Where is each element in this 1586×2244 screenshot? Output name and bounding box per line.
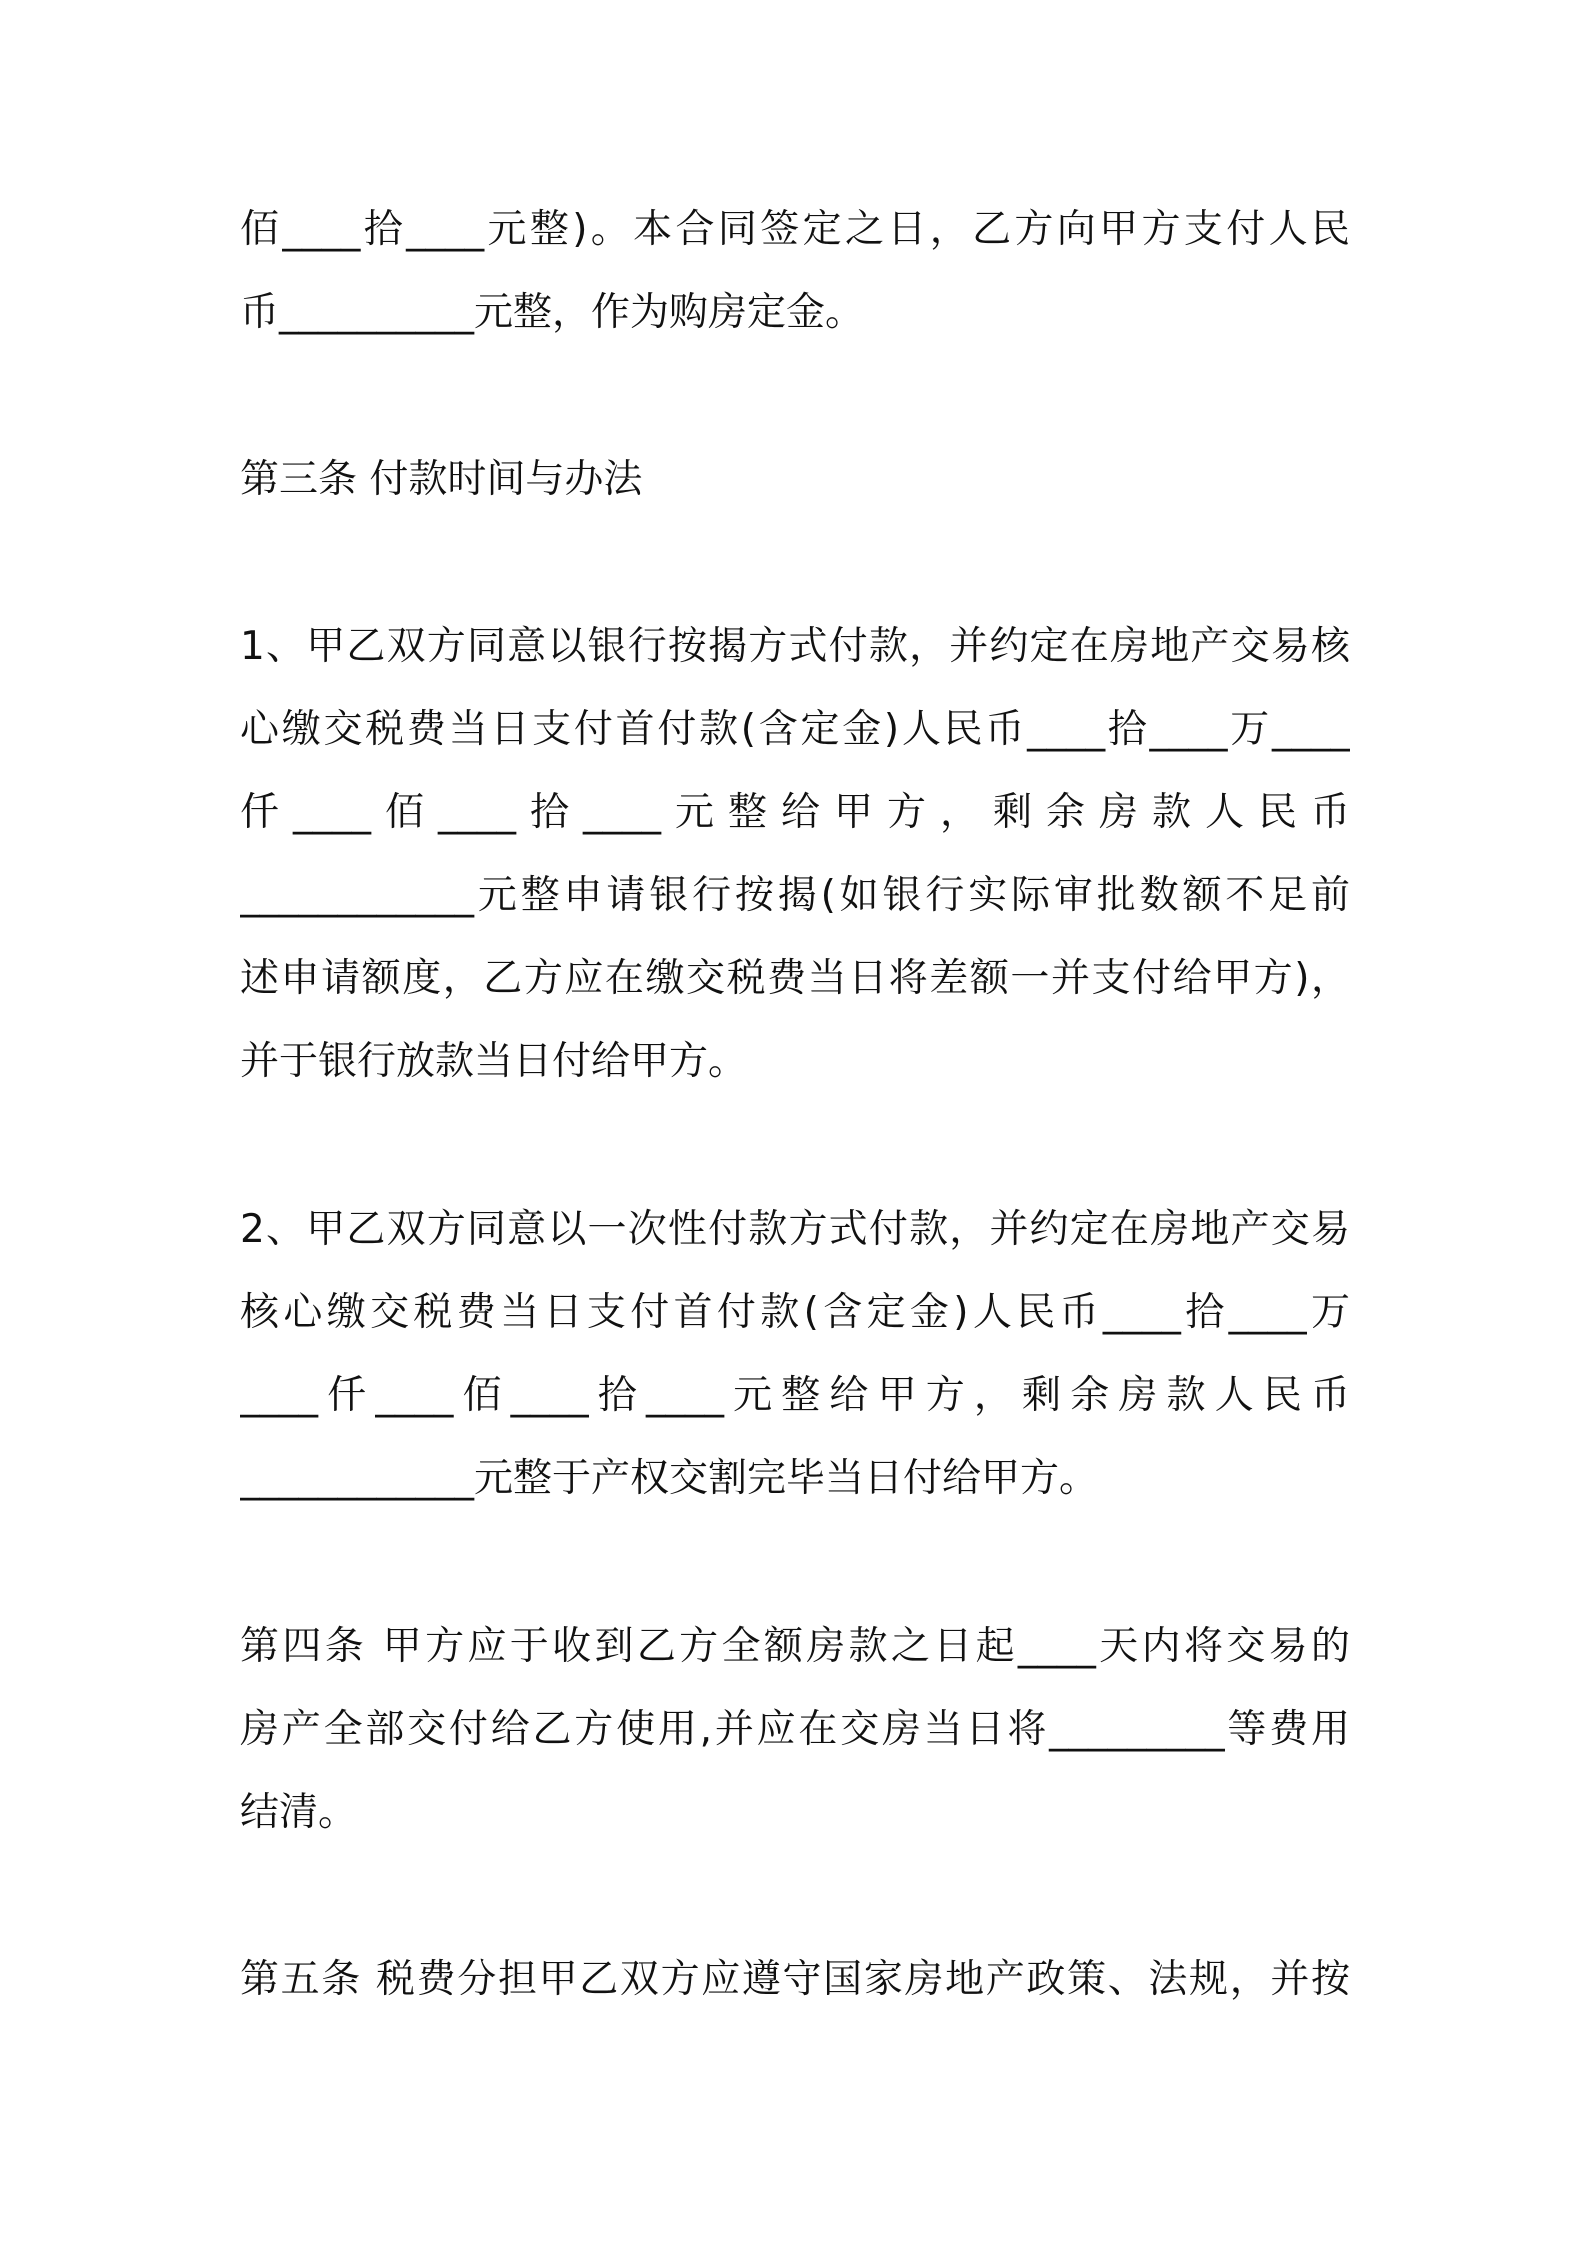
para-article-3-item-1-line-1: 1、甲乙双方同意以银行按揭方式付款，并约定在房地产交易核	[240, 624, 1350, 669]
para-article-3-item-2-line-3: ____仟____佰____拾____元整给甲方，剩余房款人民币	[240, 1373, 1350, 1418]
para-article-4-line-3: 结清。	[240, 1790, 358, 1835]
para-article-3-item-1-line-2: 心缴交税费当日支付首付款(含定金)人民币____拾____万____	[240, 707, 1350, 752]
para-deposit-line-1: 佰____拾____元整)。本合同签定之日，乙方向甲方支付人民	[240, 207, 1350, 252]
para-article-5-line-1: 第五条 税费分担甲乙双方应遵守国家房地产政策、法规，并按	[240, 1957, 1350, 2002]
para-article-4-line-2: 房产全部交付给乙方使用,并应在交房当日将_________等费用	[240, 1707, 1350, 1752]
para-article-3-item-1-line-4: ____________元整申请银行按揭(如银行实际审批数额不足前	[240, 873, 1350, 918]
para-article-3-item-1-line-5: 述申请额度，乙方应在缴交税费当日将差额一并支付给甲方)，	[240, 956, 1350, 1001]
para-article-3-item-2-line-1: 2、甲乙双方同意以一次性付款方式付款，并约定在房地产交易	[240, 1207, 1350, 1252]
para-article-3-item-2-line-4: ____________元整于产权交割完毕当日付给甲方。	[240, 1456, 1099, 1501]
para-deposit-line-2: 币__________元整，作为购房定金。	[240, 290, 865, 335]
para-article-4-line-1: 第四条 甲方应于收到乙方全额房款之日起____天内将交易的	[240, 1624, 1350, 1669]
para-article-3-item-1-line-3: 仟____佰____拾____元整给甲方，剩余房款人民币	[240, 790, 1350, 835]
para-article-3-item-2-line-2: 核心缴交税费当日支付首付款(含定金)人民币____拾____万	[240, 1290, 1350, 1335]
heading-article-3: 第三条 付款时间与办法	[240, 457, 643, 502]
para-article-3-item-1-line-6: 并于银行放款当日付给甲方。	[240, 1039, 748, 1084]
